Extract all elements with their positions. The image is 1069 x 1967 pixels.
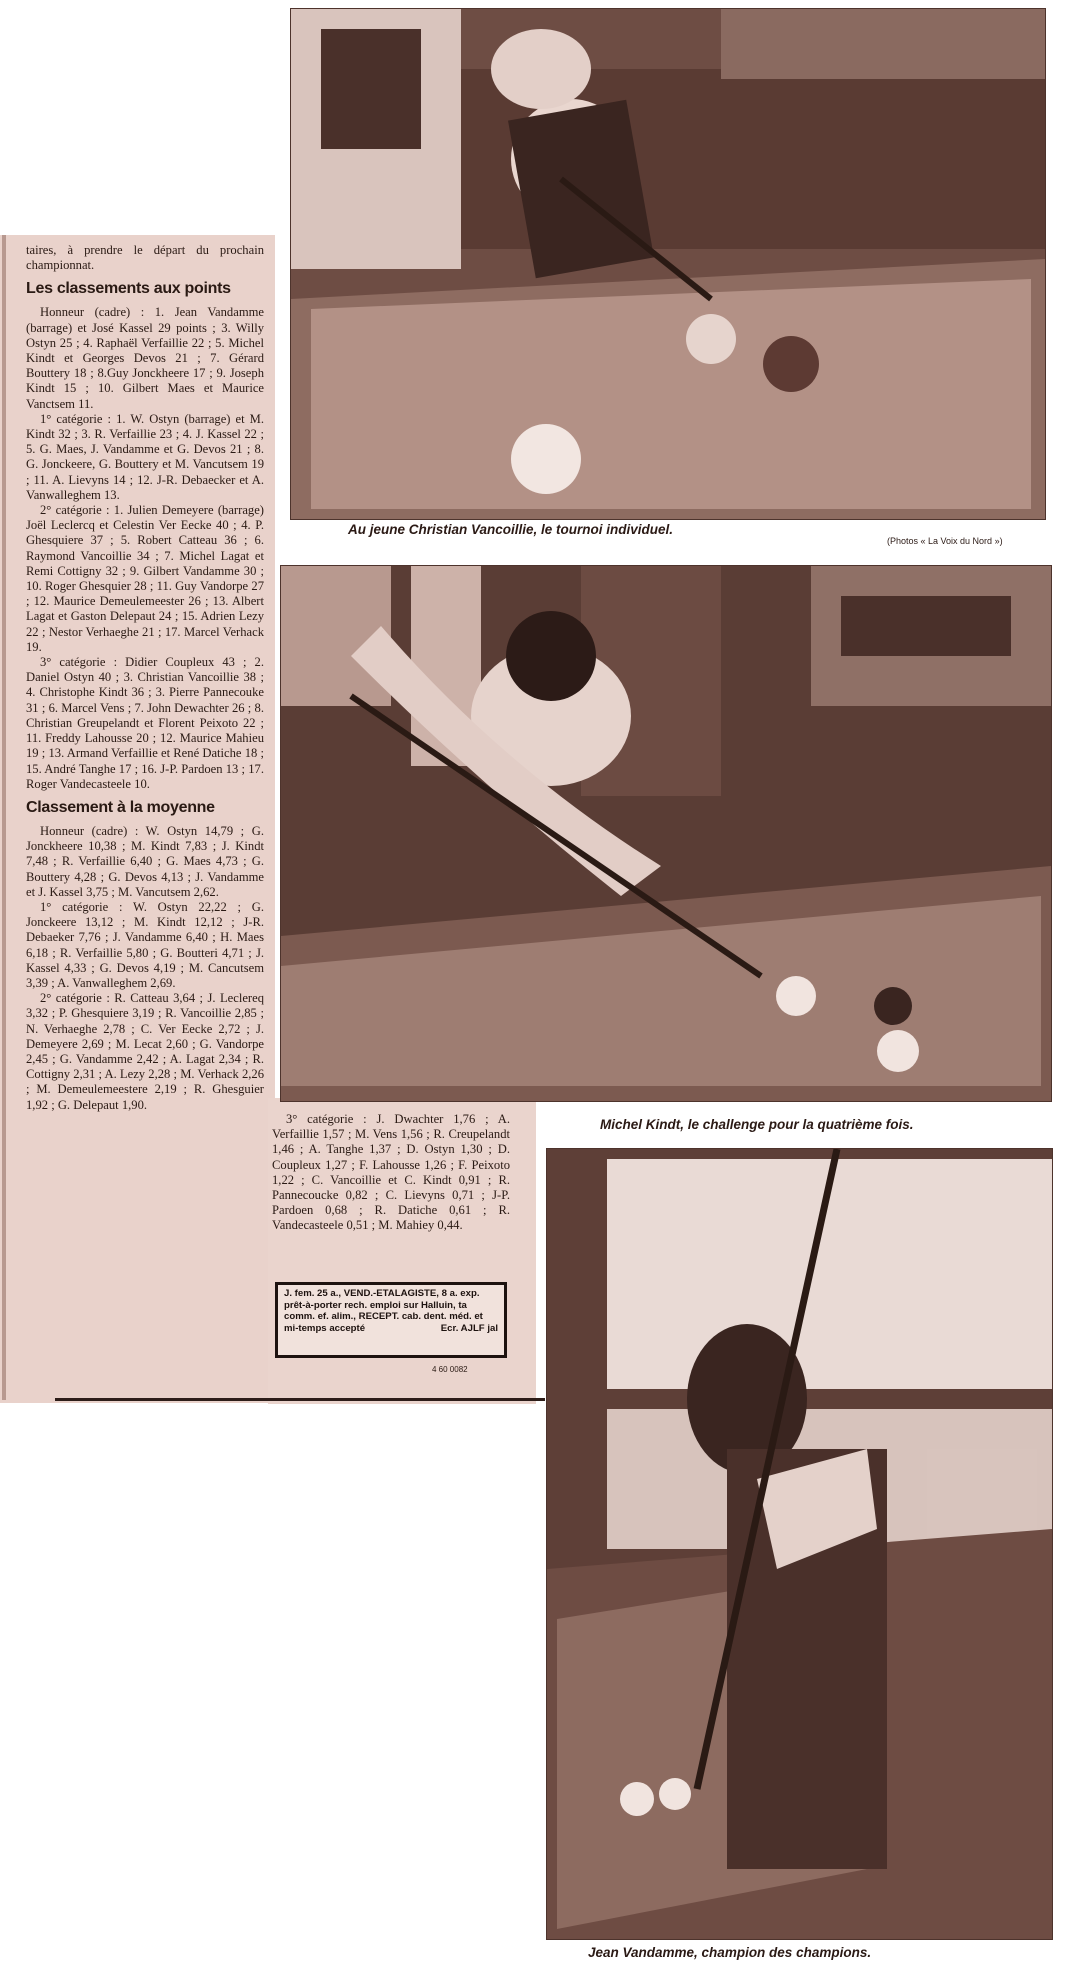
ad-code: 4 60 0082 bbox=[432, 1365, 468, 1374]
average-category-2: 2° catégorie : R. Catteau 3,64 ; J. Leclereq 3,32 ; P. Ghesquiere 3,19 ; R. Vancoillie 2,85 ; N. Verhaeghe 2,78 ; C. Ver Eecke 2,72 ; J. Demeyere 2,69 ; M. Lecat 2,60 ; G. Vandorpe 2,45 ; G. Vandamme 2,42 ; A. Lagat 2,34 ; R. Cottigny 2,31 ; A. Lezy 2,28 ; M. Verhack 2,26 ; M. Demeulemeestere 2,19 ; R. Ghesguier 1,92 ; G. Delepaut 1,90. bbox=[26, 991, 264, 1112]
photo-caption-bottom: Jean Vandamme, champion des champions. bbox=[588, 1945, 872, 1960]
column-bottom-rule bbox=[55, 1398, 545, 1401]
average-honneur: Honneur (cadre) : W. Ostyn 14,79 ; G. Jonckheere 10,38 ; M. Kindt 7,83 ; J. Kindt 7,48 ; R. Verfaillie 6,40 ; G. Maes 4,73 ; G. Bouttery 4,28 ; G. Devos 4,13 ; J. Vandamme et J. Kassel 3,75 ; M. Vancutsem 2,62. bbox=[26, 823, 264, 899]
points-honneur: Honneur (cadre) : 1. Jean Vandamme (barrage) et José Kassel 29 points ; 3. Willy Ostyn 25 ; 4. Raphaël Verfaillie 22 ; 5. Michel Kindt et Georges Devos 21 ; 7. Gérard Bouttery 18 ; 8.Guy Jonckheere 17 ; 9. Joseph Kindt 15 ; 10. Gilbert Maes et Maurice Vanctsem 11. bbox=[26, 305, 264, 411]
column-rule bbox=[2, 235, 6, 1400]
classified-ad bbox=[275, 1282, 507, 1358]
points-category-2: 2° catégorie : 1. Julien Demeyere (barrage) Joël Leclercq et Celestin Ver Eecke 40 ; 4. P. Ghesquiere 37 ; 5. Robert Catteau 36 ; 6. Raymond Vancoillie 34 ; 7. Michel Lagat et Remi Cottigny 32 ; 9. Gilbert Vandamme 30 ; 10. Roger Ghesquier 28 ; 11. Guy Vandorpe 27 ; 12. Maurice Demeulemeester 26 ; 13. Albert Lagat et Gaston Delepaut 24 ; 15. Adrien Lezy 22 ; Nestor Verhaeghe 21 ; 17. Marcel Verhack 19. bbox=[26, 503, 264, 654]
third-category-column bbox=[272, 1112, 510, 1234]
points-heading: Les classements aux points bbox=[26, 280, 231, 298]
ad-text: J. fem. 25 a., VEND.-ETALAGISTE, 8 a. exp. prêt-à-porter rech. emploi sur Halluin, ta comm. ef. alim., RECEPT. cab. dent. méd. et mi-temps accepté bbox=[284, 1288, 483, 1334]
photo-credit: (Photos « La Voix du Nord ») bbox=[887, 536, 1003, 546]
photo-caption-middle: Michel Kindt, le challenge pour la quatrième fois. bbox=[600, 1117, 914, 1132]
ad-reference: Ecr. AJLF jal bbox=[440, 1322, 498, 1334]
photo-caption-top: Au jeune Christian Vancoillie, le tournoi individuel. bbox=[348, 522, 674, 537]
photo-young-player bbox=[290, 8, 1046, 520]
points-category-3: 3° catégorie : Didier Coupleux 43 ; 2. Daniel Ostyn 40 ; 3. Christian Vancoillie 38 ; 4. Christophe Kindt 36 ; 3. Pierre Pannecouke 31 ; 6. Marcel Vens ; 7. John Dewachter 26 ; 8. Christian Greupelandt et Florent Peixoto 22 ; 11. Freddy Lahousse 20 ; 12. Maurice Mahieu 19 ; 13. Armand Verfaillie et René Datiche 18 ; 15. André Tanghe 17 ; 16. J-P. Pardoen 13 ; 17. Roger Vandecasteele 10. bbox=[26, 655, 264, 791]
photo-jean-vandamme bbox=[546, 1148, 1053, 1940]
average-category-3: 3° catégorie : J. Dwachter 1,76 ; A. Verfaillie 1,57 ; M. Vens 1,56 ; R. Creupelandt 1,46 ; A. Tanghe 1,37 ; D. Ostyn 1,30 ; D. Coupleux 1,27 ; F. Lahousse 1,26 ; F. Peixoto 1,22 ; C. Vancoillie et C. Kindt 0,91 ; R. Pannecoucke 0,82 ; C. Lievyns 0,71 ; J-P. Pardoen 0,68 ; R. Datiche 0,61 ; R. Vandecasteele 0,51 ; M. Mahiey 0,44. bbox=[272, 1112, 510, 1233]
results-column bbox=[26, 243, 264, 1113]
photo-michel-kindt bbox=[280, 565, 1052, 1102]
average-heading: Classement à la moyenne bbox=[26, 798, 215, 816]
average-category-1: 1° catégorie : W. Ostyn 22,22 ; G. Jonckeere 13,12 ; M. Kindt 12,12 ; J-R. Debaeker 7,76 ; J. Vandamme 6,40 ; H. Maes 6,18 ; R. Verfaillie 5,80 ; G. Boutteri 4,71 ; J. Kassel 4,33 ; G. Devos 4,19 ; M. Cancutsem 3,39 ; A. Vanwalleghem 2,69. bbox=[26, 899, 264, 990]
intro-fragment: taires, à prendre le départ du prochain championnat. bbox=[26, 243, 264, 273]
points-category-1: 1° catégorie : 1. W. Ostyn (barrage) et M. Kindt 32 ; 3. R. Verfaillie 23 ; 4. J. Kassel 22 ; 5. G. Maes, J. Vandamme et G. Devos 21 ; 8. G. Jonckeere, G. Bouttery et M. Vancutsem 19 ; 11. A. Lievyns 14 ; 12. J-R. Debaecker et A. Vanwalleghem 13. bbox=[26, 411, 264, 502]
